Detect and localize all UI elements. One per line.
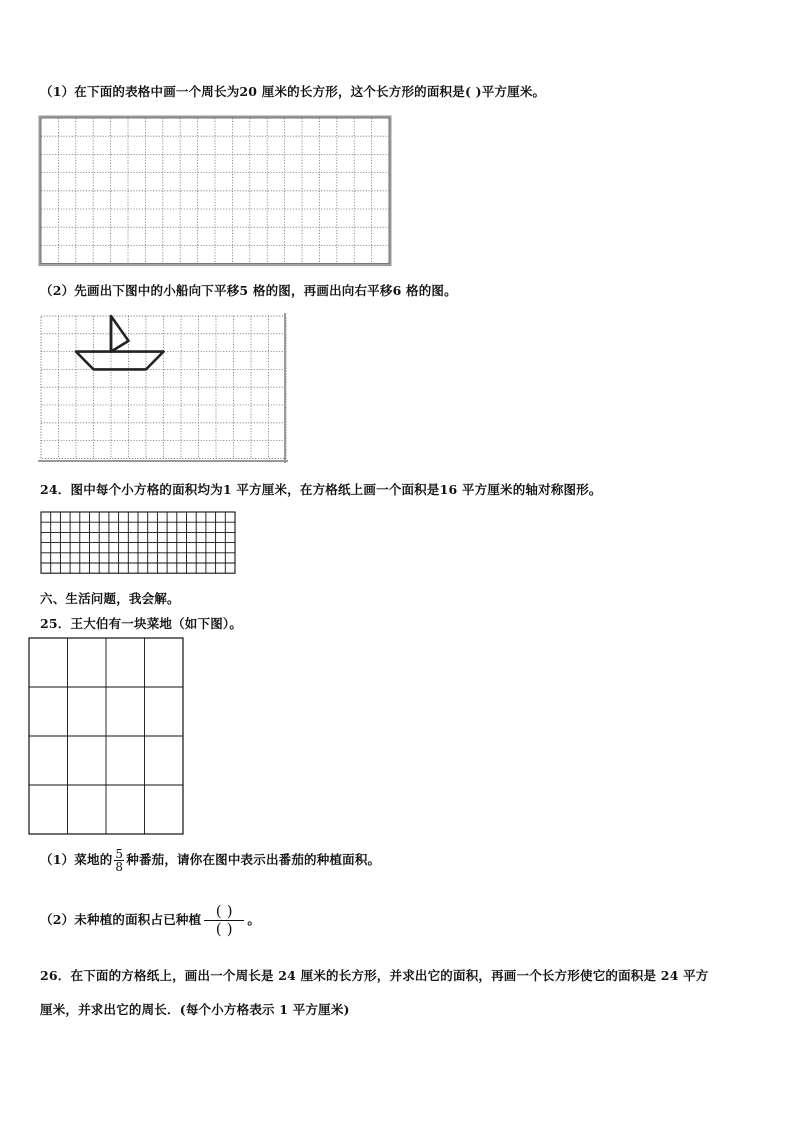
boat-grid[interactable] [38, 313, 288, 463]
q26-line2: 厘米，并求出它的周长．(每个小方格表示 1 平方厘米) [40, 1002, 350, 1017]
q25-text: 25．王大伯有一块菜地（如下图）。 [40, 616, 243, 631]
q26-line1: 26．在下面的方格纸上，画出一个周长是 24 厘米的长方形，并求出它的面积，再画一个长方形使它的面积是 24 平方 [40, 968, 709, 983]
q24-text: 24．图中每个小方格的面积均为1 平方厘米，在方格纸上画一个面积是16 平方厘米的轴对称图形。 [40, 482, 602, 497]
answer-fraction-blank[interactable]: $\frac{( )}{( )}$ [204, 904, 244, 937]
fraction-five-eighths: $\frac{5}{8}$ [115, 847, 124, 874]
dotted-grid-1[interactable] [38, 115, 392, 267]
vegetable-plot-grid[interactable] [28, 637, 184, 835]
boat-hull [76, 352, 164, 370]
section-6-title: 六、生活问题，我会解。 [40, 591, 180, 606]
q25-part2: （2）未种植的面积占已种植 $\frac{( )}{( )}$ 。 [40, 902, 261, 938]
q1-part2-text: （2）先画出下图中的小船向下平移5 格的图，再画出向右平移6 格的图。 [40, 283, 457, 298]
solid-grid-q24[interactable] [40, 511, 236, 575]
q1-part1-text: （1）在下面的表格中画一个周长为20 厘米的长方形，这个长方形的面积是( )平方厘米。 [40, 84, 546, 99]
q25-part1: （1）菜地的 $\frac{5}{8}$ 种番茄，请你在图中表示出番茄的种植面积。 [40, 847, 381, 874]
